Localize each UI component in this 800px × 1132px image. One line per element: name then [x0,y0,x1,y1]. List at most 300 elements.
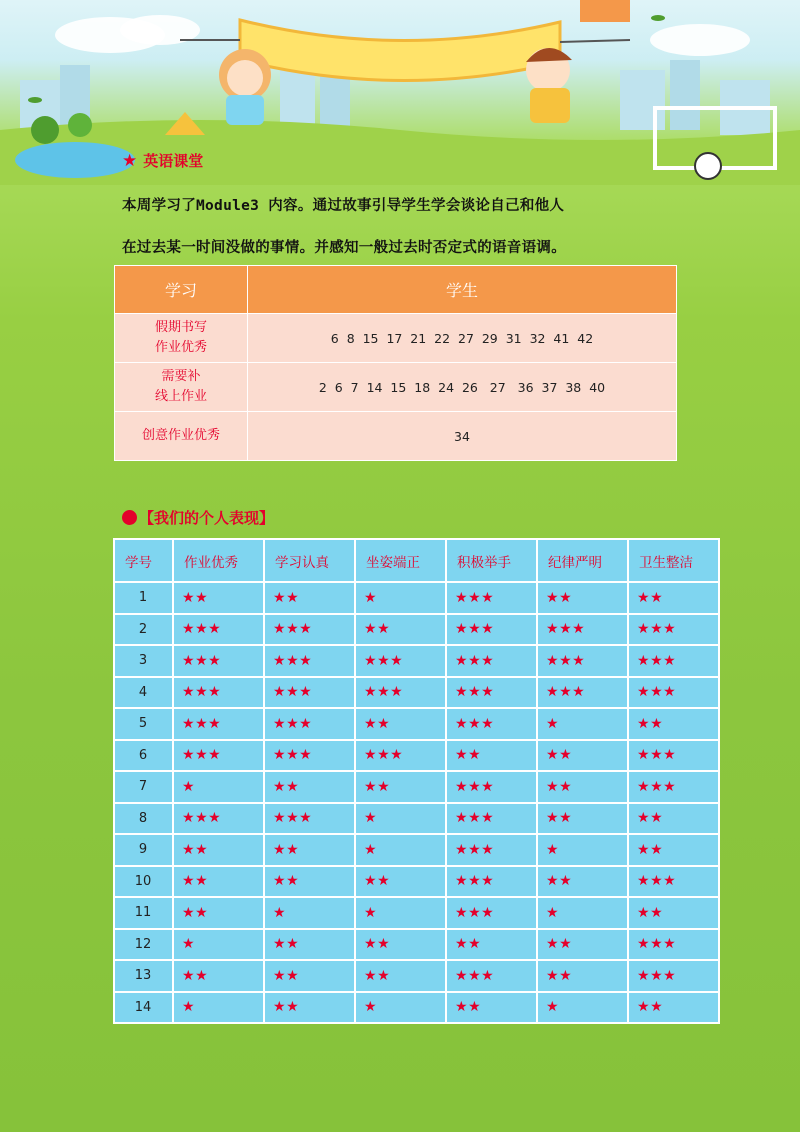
star-rating-cell [264,582,355,614]
table-row [114,645,719,677]
student-id-cell: 8 [114,803,173,835]
star-icon: ★ [546,810,560,827]
star-icon: ★ [650,747,664,764]
star-icon: ★ [286,999,300,1016]
star-rating-cell [628,803,719,835]
star-icon: ★ [637,841,651,858]
star-icon: ★ [468,652,482,669]
star-icon: ★ [195,810,209,827]
star-icon: ★ [182,967,196,984]
star-rating-cell [537,866,628,898]
star-icon: ★ [650,936,664,953]
star-rating-cell [173,645,264,677]
star-icon: ★ [546,747,560,764]
star-icon: ★ [208,810,222,827]
star-icon: ★ [390,747,404,764]
star-icon: ★ [364,936,378,953]
star-icon: ★ [273,778,287,795]
star-icon: ★ [481,967,495,984]
star-rating-cell [628,645,719,677]
star-icon: ★ [546,841,560,858]
star-icon: ★ [122,150,138,171]
star-rating-cell [355,866,446,898]
star-icon: ★ [195,621,209,638]
star-icon: ★ [455,967,469,984]
star-icon: ★ [546,715,560,732]
star-icon: ★ [286,873,300,890]
star-icon: ★ [559,810,573,827]
star-icon: ★ [637,778,651,795]
star-rating-cell [173,740,264,772]
student-id-cell: 4 [114,677,173,709]
star-icon: ★ [208,715,222,732]
star-icon: ★ [195,841,209,858]
star-icon: ★ [637,967,651,984]
star-rating-cell [173,992,264,1024]
star-rating-cell [628,740,719,772]
star-rating-cell [264,677,355,709]
star-rating-cell [264,897,355,929]
star-icon: ★ [286,652,300,669]
student-id-cell: 9 [114,834,173,866]
star-icon: ★ [208,621,222,638]
section-title-row [122,150,203,171]
star-rating-cell [446,582,537,614]
table-row [114,740,719,772]
star-icon: ★ [637,810,651,827]
star-icon: ★ [364,621,378,638]
star-icon: ★ [286,747,300,764]
study-row-label [115,363,248,412]
star-icon: ★ [195,873,209,890]
star-icon: ★ [637,589,651,606]
star-rating-cell [173,708,264,740]
star-icon: ★ [546,904,560,921]
star-rating-cell [537,834,628,866]
table-row [114,897,719,929]
star-icon: ★ [364,999,378,1016]
star-rating-cell [264,929,355,961]
star-rating-cell [264,614,355,646]
star-rating-cell [264,645,355,677]
star-icon: ★ [455,747,469,764]
star-rating-cell [264,740,355,772]
star-icon: ★ [559,936,573,953]
star-icon: ★ [182,589,196,606]
star-icon: ★ [377,778,391,795]
star-icon: ★ [182,778,196,795]
student-id-cell: 13 [114,960,173,992]
table-row [114,960,719,992]
student-id-cell: 3 [114,645,173,677]
student-id-cell: 5 [114,708,173,740]
star-icon: ★ [286,684,300,701]
table-row [114,614,719,646]
star-icon: ★ [182,684,196,701]
performance-table [113,538,720,1024]
star-rating-cell [537,992,628,1024]
star-rating-cell [355,897,446,929]
table-row [114,834,719,866]
star-icon: ★ [364,967,378,984]
study-row-label-line: 需要补 [161,369,201,384]
study-row-students: 2 6 7 14 15 18 24 26 27 36 37 38 40 [248,363,677,412]
star-rating-cell [537,803,628,835]
star-rating-cell [446,677,537,709]
star-rating-cell [537,582,628,614]
star-icon: ★ [455,652,469,669]
star-rating-cell [355,960,446,992]
star-icon: ★ [273,652,287,669]
star-icon: ★ [481,904,495,921]
star-icon: ★ [182,621,196,638]
star-icon: ★ [182,810,196,827]
study-table [114,265,677,461]
star-rating-cell [355,803,446,835]
star-rating-cell [173,582,264,614]
star-icon: ★ [468,621,482,638]
header-criterion: 积极举手 [446,539,537,582]
star-icon: ★ [299,715,313,732]
star-icon: ★ [468,873,482,890]
star-icon: ★ [273,999,287,1016]
star-rating-cell [628,897,719,929]
star-icon: ★ [195,652,209,669]
star-icon: ★ [650,778,664,795]
star-rating-cell [173,897,264,929]
star-icon: ★ [468,778,482,795]
student-id-cell: 7 [114,771,173,803]
star-icon: ★ [299,684,313,701]
star-icon: ★ [455,810,469,827]
star-icon: ★ [468,841,482,858]
star-icon: ★ [455,621,469,638]
star-icon: ★ [286,715,300,732]
star-icon: ★ [559,589,573,606]
table-row [114,708,719,740]
star-rating-cell [355,614,446,646]
star-rating-cell [264,992,355,1024]
star-rating-cell [355,834,446,866]
star-icon: ★ [273,810,287,827]
star-rating-cell [628,929,719,961]
star-icon: ★ [182,904,196,921]
star-icon: ★ [663,652,677,669]
star-icon: ★ [377,652,391,669]
star-rating-cell [173,929,264,961]
star-icon: ★ [637,621,651,638]
star-icon: ★ [468,715,482,732]
star-icon: ★ [637,684,651,701]
star-icon: ★ [273,904,287,921]
star-icon: ★ [455,873,469,890]
star-icon: ★ [650,904,664,921]
star-rating-cell [537,771,628,803]
star-rating-cell [446,929,537,961]
star-icon: ★ [273,936,287,953]
star-rating-cell [355,771,446,803]
star-icon: ★ [364,715,378,732]
student-id-cell: 10 [114,866,173,898]
star-rating-cell [173,677,264,709]
star-rating-cell [537,677,628,709]
table-row [114,677,719,709]
star-rating-cell [537,614,628,646]
star-icon: ★ [377,715,391,732]
star-rating-cell [355,645,446,677]
star-icon: ★ [637,904,651,921]
star-rating-cell [628,834,719,866]
performance-header-row [114,539,719,582]
star-rating-cell [173,866,264,898]
star-rating-cell [355,582,446,614]
star-icon: ★ [195,715,209,732]
star-icon: ★ [663,747,677,764]
star-icon: ★ [650,621,664,638]
star-icon: ★ [364,873,378,890]
table-row [114,803,719,835]
header-criterion: 坐姿端正 [355,539,446,582]
star-icon: ★ [455,715,469,732]
star-icon: ★ [559,652,573,669]
star-rating-cell [628,582,719,614]
star-icon: ★ [182,999,196,1016]
study-row [115,412,677,461]
star-icon: ★ [455,778,469,795]
star-icon: ★ [273,967,287,984]
star-icon: ★ [650,967,664,984]
intro-line-2: 在过去某一时间没做的事情。并感知一般过去时否定式的语音语调。 [122,240,566,256]
header-criterion: 纪律严明 [537,539,628,582]
star-icon: ★ [273,873,287,890]
star-icon: ★ [468,747,482,764]
star-icon: ★ [364,904,378,921]
intro-line-1: 本周学习了Module3 内容。通过故事引导学生学会谈论自己和他人 [122,198,565,214]
star-rating-cell [537,929,628,961]
student-id-cell: 11 [114,897,173,929]
star-icon: ★ [546,967,560,984]
red-dot-icon [122,510,137,525]
star-icon: ★ [650,715,664,732]
star-icon: ★ [481,841,495,858]
star-icon: ★ [455,904,469,921]
star-icon: ★ [663,873,677,890]
star-rating-cell [537,708,628,740]
star-icon: ★ [286,841,300,858]
star-rating-cell [446,960,537,992]
star-icon: ★ [468,967,482,984]
study-row-label [115,314,248,363]
star-icon: ★ [195,967,209,984]
star-icon: ★ [663,778,677,795]
star-icon: ★ [663,684,677,701]
star-icon: ★ [650,841,664,858]
table-row [114,992,719,1024]
star-rating-cell [446,897,537,929]
star-icon: ★ [286,778,300,795]
study-row-students: 6 8 15 17 21 22 27 29 31 32 41 42 [248,314,677,363]
star-icon: ★ [650,810,664,827]
star-rating-cell [628,866,719,898]
star-icon: ★ [637,936,651,953]
star-rating-cell [355,992,446,1024]
star-icon: ★ [455,999,469,1016]
star-icon: ★ [546,684,560,701]
star-icon: ★ [455,684,469,701]
performance-title: 【我们的个人表现】 [139,509,275,527]
star-icon: ★ [546,621,560,638]
star-icon: ★ [546,652,560,669]
star-icon: ★ [299,810,313,827]
star-rating-cell [355,740,446,772]
star-rating-cell [355,708,446,740]
star-icon: ★ [364,684,378,701]
star-icon: ★ [663,967,677,984]
star-icon: ★ [299,652,313,669]
star-icon: ★ [468,904,482,921]
star-rating-cell [173,834,264,866]
star-icon: ★ [377,873,391,890]
star-icon: ★ [182,873,196,890]
star-rating-cell [173,771,264,803]
star-icon: ★ [559,778,573,795]
star-icon: ★ [455,841,469,858]
study-row-label-line: 作业优秀 [154,340,207,355]
star-icon: ★ [286,621,300,638]
star-icon: ★ [572,684,586,701]
star-rating-cell [446,645,537,677]
star-rating-cell [537,645,628,677]
star-icon: ★ [546,778,560,795]
star-icon: ★ [299,621,313,638]
star-icon: ★ [481,715,495,732]
star-rating-cell [264,708,355,740]
star-icon: ★ [195,684,209,701]
star-icon: ★ [481,810,495,827]
star-icon: ★ [390,684,404,701]
star-icon: ★ [377,747,391,764]
star-icon: ★ [468,810,482,827]
star-rating-cell [537,740,628,772]
header-criterion: 学习认真 [264,539,355,582]
table-row [114,582,719,614]
star-icon: ★ [481,589,495,606]
student-id-cell: 14 [114,992,173,1024]
student-id-cell: 1 [114,582,173,614]
star-icon: ★ [273,589,287,606]
star-icon: ★ [195,589,209,606]
star-icon: ★ [559,873,573,890]
star-rating-cell [628,614,719,646]
star-rating-cell [446,614,537,646]
star-icon: ★ [390,652,404,669]
study-header-cell: 学习 [115,266,248,314]
star-icon: ★ [273,684,287,701]
performance-table-body [114,582,719,1023]
star-rating-cell [264,834,355,866]
star-icon: ★ [273,747,287,764]
star-icon: ★ [286,967,300,984]
star-rating-cell [446,866,537,898]
star-rating-cell [446,708,537,740]
star-icon: ★ [377,621,391,638]
star-icon: ★ [364,841,378,858]
star-icon: ★ [377,967,391,984]
star-icon: ★ [455,936,469,953]
star-icon: ★ [468,589,482,606]
star-icon: ★ [468,936,482,953]
star-icon: ★ [559,684,573,701]
student-id-cell: 2 [114,614,173,646]
star-icon: ★ [559,621,573,638]
star-icon: ★ [481,621,495,638]
star-icon: ★ [195,904,209,921]
star-icon: ★ [546,589,560,606]
star-icon: ★ [364,589,378,606]
star-rating-cell [264,960,355,992]
star-icon: ★ [273,715,287,732]
study-row [115,314,677,363]
star-icon: ★ [637,747,651,764]
star-rating-cell [264,803,355,835]
star-icon: ★ [637,715,651,732]
star-icon: ★ [208,684,222,701]
star-icon: ★ [481,684,495,701]
star-icon: ★ [286,936,300,953]
star-icon: ★ [663,621,677,638]
header-criterion: 卫生整洁 [628,539,719,582]
star-icon: ★ [182,841,196,858]
star-icon: ★ [481,873,495,890]
star-icon: ★ [637,652,651,669]
star-icon: ★ [559,967,573,984]
star-rating-cell [628,960,719,992]
star-rating-cell [446,803,537,835]
star-icon: ★ [182,936,196,953]
study-row [115,363,677,412]
table-row [114,866,719,898]
star-icon: ★ [377,936,391,953]
star-icon: ★ [286,589,300,606]
star-icon: ★ [663,936,677,953]
star-icon: ★ [650,684,664,701]
star-rating-cell [173,614,264,646]
star-icon: ★ [364,810,378,827]
star-rating-cell [628,677,719,709]
star-icon: ★ [572,652,586,669]
star-icon: ★ [546,999,560,1016]
star-icon: ★ [208,747,222,764]
star-icon: ★ [195,747,209,764]
star-icon: ★ [650,873,664,890]
star-icon: ★ [637,873,651,890]
star-icon: ★ [572,621,586,638]
student-id-cell: 6 [114,740,173,772]
star-icon: ★ [637,999,651,1016]
star-rating-cell [628,708,719,740]
star-icon: ★ [650,589,664,606]
star-icon: ★ [546,936,560,953]
star-icon: ★ [468,999,482,1016]
star-icon: ★ [650,999,664,1016]
star-icon: ★ [650,652,664,669]
star-rating-cell [173,960,264,992]
star-icon: ★ [273,841,287,858]
star-icon: ★ [182,715,196,732]
star-icon: ★ [286,810,300,827]
header-criterion: 作业优秀 [173,539,264,582]
study-row-students: 34 [248,412,677,461]
